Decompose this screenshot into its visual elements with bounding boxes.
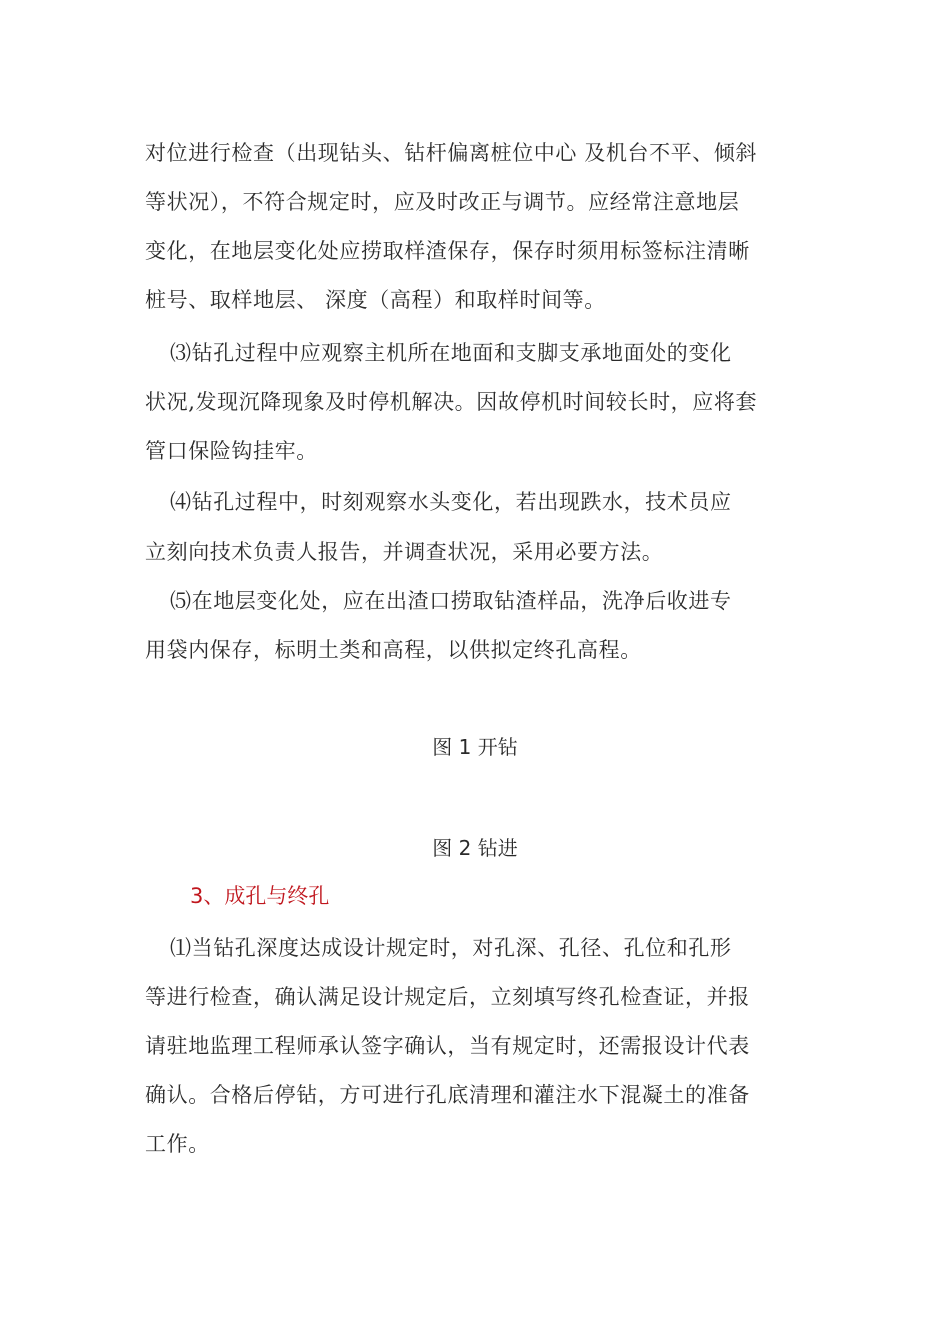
paragraph-line: 等状况），不符合规定时，应及时改正与调节。应经常注意地层 xyxy=(145,190,740,214)
paragraph-line: 确认。合格后停钻，方可进行孔底清理和灌注水下混凝土的准备 xyxy=(145,1083,750,1107)
paragraph-line: 状况,发现沉降现象及时停机解决。因故停机时间较长时，应将套 xyxy=(145,390,758,414)
paragraph-line: 请驻地监理工程师承认签字确认，当有规定时，还需报设计代表 xyxy=(145,1034,750,1058)
paragraph-line: ⑸在地层变化处，应在出渣口捞取钻渣样品，洗净后收进专 xyxy=(170,589,732,613)
paragraph-line: 用袋内保存，标明土类和高程，以供拟定终孔高程。 xyxy=(145,638,642,662)
paragraph-line: 对位进行检查（出现钻头、钻杆偏离桩位中心 及机台不平、倾斜 xyxy=(145,141,758,165)
paragraph-line: ⑴当钻孔深度达成设计规定时，对孔深、孔径、孔位和孔形 xyxy=(170,936,732,960)
paragraph-line: 变化，在地层变化处应捞取样渣保存，保存时须用标签标注清晰 xyxy=(145,239,750,263)
paragraph-line: ⑷钻孔过程中，时刻观察水头变化，若出现跌水，技术员应 xyxy=(170,490,732,514)
paragraph-line: 桩号、取样地层、 深度（高程）和取样时间等。 xyxy=(145,288,606,312)
figure-2-caption: 图 2 钻进 xyxy=(432,836,518,860)
paragraph-line: 管口保险钩挂牢。 xyxy=(145,439,318,463)
paragraph-line: 立刻向技术负责人报告，并调查状况，采用必要方法。 xyxy=(145,540,664,564)
figure-1-caption: 图 1 开钻 xyxy=(432,735,518,759)
paragraph-line: 工作。 xyxy=(145,1132,210,1156)
section-heading: 3、成孔与终孔 xyxy=(190,884,330,908)
paragraph-line: ⑶钻孔过程中应观察主机所在地面和支脚支承地面处的变化 xyxy=(170,341,732,365)
paragraph-line: 等进行检查，确认满足设计规定后，立刻填写终孔检查证，并报 xyxy=(145,985,750,1009)
